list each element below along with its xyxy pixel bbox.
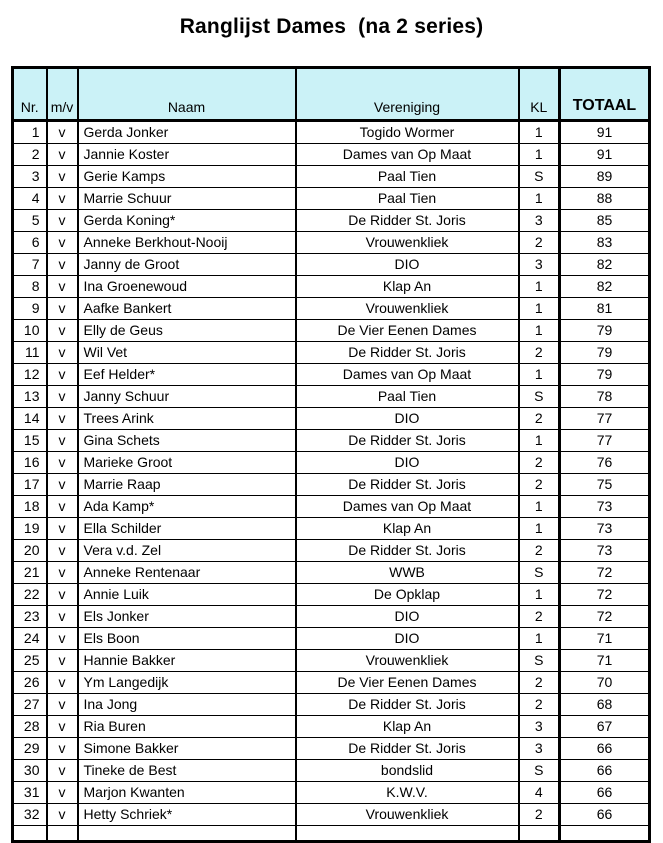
cell-vereniging: Dames van Op Maat bbox=[296, 496, 519, 518]
cell-kl: 1 bbox=[519, 430, 560, 452]
cell-kl: S bbox=[519, 650, 560, 672]
cell-nr-empty bbox=[13, 826, 47, 842]
cell-vereniging: Paal Tien bbox=[296, 386, 519, 408]
table-row bbox=[13, 386, 650, 408]
cell-kl: 1 bbox=[519, 364, 560, 386]
table-row bbox=[13, 584, 650, 606]
column-header-naam: Naam bbox=[78, 68, 296, 121]
cell-kl: S bbox=[519, 166, 560, 188]
cell-mv: v bbox=[47, 188, 78, 210]
cell-naam: Gerda Koning* bbox=[78, 210, 296, 232]
cell-vereniging: De Ridder St. Joris bbox=[296, 210, 519, 232]
cell-mv: v bbox=[47, 408, 78, 430]
cell-nr: 6 bbox=[13, 232, 47, 254]
table-row bbox=[13, 694, 650, 716]
cell-kl: S bbox=[519, 562, 560, 584]
table-body bbox=[13, 121, 650, 842]
cell-naam: Vera v.d. Zel bbox=[78, 540, 296, 562]
cell-vereniging: DIO bbox=[296, 452, 519, 474]
table-header bbox=[13, 68, 650, 121]
cell-vereniging: De Vier Eenen Dames bbox=[296, 672, 519, 694]
cell-mv: v bbox=[47, 210, 78, 232]
cell-nr: 20 bbox=[13, 540, 47, 562]
cell-mv: v bbox=[47, 738, 78, 760]
table-row bbox=[13, 518, 650, 540]
table-row bbox=[13, 474, 650, 496]
cell-vereniging: DIO bbox=[296, 254, 519, 276]
cell-mv: v bbox=[47, 694, 78, 716]
cell-nr: 22 bbox=[13, 584, 47, 606]
cell-nr: 7 bbox=[13, 254, 47, 276]
cell-kl: 1 bbox=[519, 121, 560, 144]
cell-totaal: 66 bbox=[560, 760, 650, 782]
cell-mv: v bbox=[47, 276, 78, 298]
table-row bbox=[13, 121, 650, 144]
cell-naam: Marjon Kwanten bbox=[78, 782, 296, 804]
cell-kl: 1 bbox=[519, 496, 560, 518]
cell-totaal: 78 bbox=[560, 386, 650, 408]
cell-nr: 12 bbox=[13, 364, 47, 386]
cell-vereniging: WWB bbox=[296, 562, 519, 584]
cell-totaal: 82 bbox=[560, 254, 650, 276]
column-header-vereniging: Vereniging bbox=[296, 68, 519, 121]
cell-mv: v bbox=[47, 452, 78, 474]
cell-naam: Jannie Koster bbox=[78, 144, 296, 166]
cell-kl: 3 bbox=[519, 738, 560, 760]
cell-kl: 2 bbox=[519, 452, 560, 474]
cell-totaal: 91 bbox=[560, 144, 650, 166]
cell-vereniging: De Vier Eenen Dames bbox=[296, 320, 519, 342]
cell-naam: Ina Jong bbox=[78, 694, 296, 716]
cell-totaal: 81 bbox=[560, 298, 650, 320]
table-row bbox=[13, 276, 650, 298]
table-row bbox=[13, 782, 650, 804]
cell-mv: v bbox=[47, 298, 78, 320]
cell-nr: 14 bbox=[13, 408, 47, 430]
cell-nr: 8 bbox=[13, 276, 47, 298]
cell-mv: v bbox=[47, 628, 78, 650]
table-row bbox=[13, 232, 650, 254]
table-row bbox=[13, 144, 650, 166]
cell-naam: Els Jonker bbox=[78, 606, 296, 628]
cell-kl: 2 bbox=[519, 672, 560, 694]
cell-nr: 21 bbox=[13, 562, 47, 584]
cell-totaal: 79 bbox=[560, 320, 650, 342]
cell-vereniging: Vrouwenkliek bbox=[296, 804, 519, 826]
cell-totaal: 66 bbox=[560, 804, 650, 826]
table-row bbox=[13, 452, 650, 474]
cell-kl: 1 bbox=[519, 276, 560, 298]
table-row bbox=[13, 672, 650, 694]
cell-totaal: 71 bbox=[560, 650, 650, 672]
cell-vereniging: DIO bbox=[296, 628, 519, 650]
cell-kl: 2 bbox=[519, 342, 560, 364]
cell-totaal: 66 bbox=[560, 738, 650, 760]
cell-totaal: 72 bbox=[560, 584, 650, 606]
cell-nr: 16 bbox=[13, 452, 47, 474]
cell-naam: Ym Langedijk bbox=[78, 672, 296, 694]
cell-vereniging: Paal Tien bbox=[296, 166, 519, 188]
cell-mv: v bbox=[47, 232, 78, 254]
cell-nr: 29 bbox=[13, 738, 47, 760]
cell-kl: 2 bbox=[519, 694, 560, 716]
cell-naam: Anneke Berkhout-Nooij bbox=[78, 232, 296, 254]
cell-vereniging: Dames van Op Maat bbox=[296, 144, 519, 166]
cell-totaal-empty bbox=[560, 826, 650, 842]
cell-kl: 3 bbox=[519, 716, 560, 738]
cell-naam: Simone Bakker bbox=[78, 738, 296, 760]
cell-totaal: 77 bbox=[560, 408, 650, 430]
table-row bbox=[13, 628, 650, 650]
cell-vereniging: Klap An bbox=[296, 716, 519, 738]
cell-mv: v bbox=[47, 474, 78, 496]
cell-mv: v bbox=[47, 804, 78, 826]
cell-vereniging: De Ridder St. Joris bbox=[296, 738, 519, 760]
cell-kl: 2 bbox=[519, 232, 560, 254]
table-row bbox=[13, 342, 650, 364]
cell-mv: v bbox=[47, 320, 78, 342]
cell-kl-empty bbox=[519, 826, 560, 842]
cell-mv: v bbox=[47, 342, 78, 364]
cell-naam: Hannie Bakker bbox=[78, 650, 296, 672]
page-title: Ranglijst Dames (na 2 series) bbox=[179, 15, 484, 38]
table-row bbox=[13, 364, 650, 386]
cell-kl: 2 bbox=[519, 804, 560, 826]
cell-nr: 10 bbox=[13, 320, 47, 342]
cell-naam: Tineke de Best bbox=[78, 760, 296, 782]
cell-kl: 1 bbox=[519, 320, 560, 342]
cell-totaal: 83 bbox=[560, 232, 650, 254]
cell-vereniging: Vrouwenkliek bbox=[296, 650, 519, 672]
cell-nr: 15 bbox=[13, 430, 47, 452]
cell-totaal: 70 bbox=[560, 672, 650, 694]
cell-nr: 23 bbox=[13, 606, 47, 628]
cell-naam: Marrie Raap bbox=[78, 474, 296, 496]
cell-naam: Els Boon bbox=[78, 628, 296, 650]
cell-kl: 1 bbox=[519, 188, 560, 210]
table-row bbox=[13, 430, 650, 452]
cell-mv: v bbox=[47, 121, 78, 144]
table-row bbox=[13, 298, 650, 320]
cell-kl: S bbox=[519, 386, 560, 408]
cell-nr: 18 bbox=[13, 496, 47, 518]
cell-mv: v bbox=[47, 430, 78, 452]
table-row bbox=[13, 606, 650, 628]
cell-mv-empty bbox=[47, 826, 78, 842]
cell-nr: 1 bbox=[13, 121, 47, 144]
table-row bbox=[13, 650, 650, 672]
cell-nr: 2 bbox=[13, 144, 47, 166]
cell-vereniging: De Ridder St. Joris bbox=[296, 430, 519, 452]
cell-totaal: 72 bbox=[560, 606, 650, 628]
cell-mv: v bbox=[47, 386, 78, 408]
cell-kl: 1 bbox=[519, 298, 560, 320]
table-row bbox=[13, 210, 650, 232]
cell-kl: 1 bbox=[519, 584, 560, 606]
cell-naam: Annie Luik bbox=[78, 584, 296, 606]
cell-vereniging: Togido Wormer bbox=[296, 121, 519, 144]
header-row bbox=[13, 68, 650, 121]
table-row bbox=[13, 540, 650, 562]
cell-naam: Gerda Jonker bbox=[78, 121, 296, 144]
cell-vereniging: Paal Tien bbox=[296, 188, 519, 210]
cell-naam: Aafke Bankert bbox=[78, 298, 296, 320]
cell-mv: v bbox=[47, 584, 78, 606]
cell-totaal: 79 bbox=[560, 364, 650, 386]
cell-totaal: 67 bbox=[560, 716, 650, 738]
cell-vereniging: De Ridder St. Joris bbox=[296, 474, 519, 496]
cell-mv: v bbox=[47, 782, 78, 804]
cell-naam: Ella Schilder bbox=[78, 518, 296, 540]
cell-vereniging: DIO bbox=[296, 606, 519, 628]
cell-nr: 31 bbox=[13, 782, 47, 804]
cell-totaal: 73 bbox=[560, 518, 650, 540]
cell-naam: Ria Buren bbox=[78, 716, 296, 738]
cell-vereniging: De Ridder St. Joris bbox=[296, 540, 519, 562]
cell-naam: Janny de Groot bbox=[78, 254, 296, 276]
table-row bbox=[13, 804, 650, 826]
cell-naam: Anneke Rentenaar bbox=[78, 562, 296, 584]
cell-mv: v bbox=[47, 540, 78, 562]
cell-totaal: 85 bbox=[560, 210, 650, 232]
cell-naam: Janny Schuur bbox=[78, 386, 296, 408]
cell-kl: S bbox=[519, 760, 560, 782]
cell-totaal: 73 bbox=[560, 540, 650, 562]
cell-mv: v bbox=[47, 364, 78, 386]
cell-nr: 32 bbox=[13, 804, 47, 826]
table-row bbox=[13, 496, 650, 518]
cell-mv: v bbox=[47, 496, 78, 518]
cell-totaal: 77 bbox=[560, 430, 650, 452]
table-row bbox=[13, 562, 650, 584]
cell-totaal: 66 bbox=[560, 782, 650, 804]
cell-totaal: 76 bbox=[560, 452, 650, 474]
ranking-table bbox=[11, 66, 651, 843]
cell-kl: 3 bbox=[519, 254, 560, 276]
cell-kl: 1 bbox=[519, 144, 560, 166]
cell-nr: 30 bbox=[13, 760, 47, 782]
cell-nr: 4 bbox=[13, 188, 47, 210]
cell-mv: v bbox=[47, 760, 78, 782]
cell-nr: 13 bbox=[13, 386, 47, 408]
cell-mv: v bbox=[47, 650, 78, 672]
cell-naam: Eef Helder* bbox=[78, 364, 296, 386]
cell-totaal: 91 bbox=[560, 121, 650, 144]
cell-nr: 28 bbox=[13, 716, 47, 738]
table-row bbox=[13, 254, 650, 276]
cell-totaal: 72 bbox=[560, 562, 650, 584]
table-row bbox=[13, 408, 650, 430]
column-header-mv: m/v bbox=[47, 68, 78, 121]
table-row bbox=[13, 716, 650, 738]
cell-naam: Ina Groenewoud bbox=[78, 276, 296, 298]
cell-nr: 11 bbox=[13, 342, 47, 364]
cell-mv: v bbox=[47, 606, 78, 628]
cell-mv: v bbox=[47, 672, 78, 694]
cell-vereniging: Vrouwenkliek bbox=[296, 298, 519, 320]
cell-naam: Elly de Geus bbox=[78, 320, 296, 342]
cell-totaal: 89 bbox=[560, 166, 650, 188]
cell-nr: 26 bbox=[13, 672, 47, 694]
cell-vereniging: Vrouwenkliek bbox=[296, 232, 519, 254]
column-header-totaal: TOTAAL bbox=[560, 68, 650, 121]
cell-nr: 19 bbox=[13, 518, 47, 540]
cell-nr: 17 bbox=[13, 474, 47, 496]
cell-totaal: 82 bbox=[560, 276, 650, 298]
table-row bbox=[13, 188, 650, 210]
cell-naam: Gerie Kamps bbox=[78, 166, 296, 188]
cell-kl: 1 bbox=[519, 628, 560, 650]
cell-totaal: 79 bbox=[560, 342, 650, 364]
cell-naam: Ada Kamp* bbox=[78, 496, 296, 518]
column-header-nr: Nr. bbox=[13, 68, 47, 121]
column-header-kl: KL bbox=[519, 68, 560, 121]
cell-vereniging-empty bbox=[296, 826, 519, 842]
cell-vereniging: De Opklap bbox=[296, 584, 519, 606]
cell-mv: v bbox=[47, 518, 78, 540]
cell-vereniging: DIO bbox=[296, 408, 519, 430]
cell-nr: 3 bbox=[13, 166, 47, 188]
cell-vereniging: Klap An bbox=[296, 276, 519, 298]
cell-kl: 2 bbox=[519, 606, 560, 628]
cell-naam: Marieke Groot bbox=[78, 452, 296, 474]
cell-nr: 27 bbox=[13, 694, 47, 716]
cell-nr: 25 bbox=[13, 650, 47, 672]
cell-vereniging: bondslid bbox=[296, 760, 519, 782]
cell-nr: 9 bbox=[13, 298, 47, 320]
cell-naam: Marrie Schuur bbox=[78, 188, 296, 210]
cell-vereniging: Dames van Op Maat bbox=[296, 364, 519, 386]
cell-mv: v bbox=[47, 144, 78, 166]
cell-naam: Gina Schets bbox=[78, 430, 296, 452]
cell-mv: v bbox=[47, 254, 78, 276]
cell-totaal: 73 bbox=[560, 496, 650, 518]
cell-naam: Hetty Schriek* bbox=[78, 804, 296, 826]
cell-mv: v bbox=[47, 166, 78, 188]
cell-vereniging: K.W.V. bbox=[296, 782, 519, 804]
cell-kl: 2 bbox=[519, 474, 560, 496]
cell-vereniging: Klap An bbox=[296, 518, 519, 540]
cell-kl: 2 bbox=[519, 540, 560, 562]
cell-kl: 2 bbox=[519, 408, 560, 430]
cell-naam-empty bbox=[78, 826, 296, 842]
cell-naam: Trees Arink bbox=[78, 408, 296, 430]
cell-totaal: 88 bbox=[560, 188, 650, 210]
partial-next-row bbox=[13, 826, 650, 842]
cell-vereniging: De Ridder St. Joris bbox=[296, 342, 519, 364]
cell-vereniging: De Ridder St. Joris bbox=[296, 694, 519, 716]
cell-mv: v bbox=[47, 716, 78, 738]
cell-kl: 3 bbox=[519, 210, 560, 232]
cell-nr: 5 bbox=[13, 210, 47, 232]
table-row bbox=[13, 166, 650, 188]
cell-totaal: 75 bbox=[560, 474, 650, 496]
cell-naam: Wil Vet bbox=[78, 342, 296, 364]
cell-kl: 4 bbox=[519, 782, 560, 804]
cell-kl: 1 bbox=[519, 518, 560, 540]
cell-totaal: 71 bbox=[560, 628, 650, 650]
table-row bbox=[13, 760, 650, 782]
cell-totaal: 68 bbox=[560, 694, 650, 716]
table-row bbox=[13, 320, 650, 342]
table-row bbox=[13, 738, 650, 760]
cell-mv: v bbox=[47, 562, 78, 584]
cell-nr: 24 bbox=[13, 628, 47, 650]
